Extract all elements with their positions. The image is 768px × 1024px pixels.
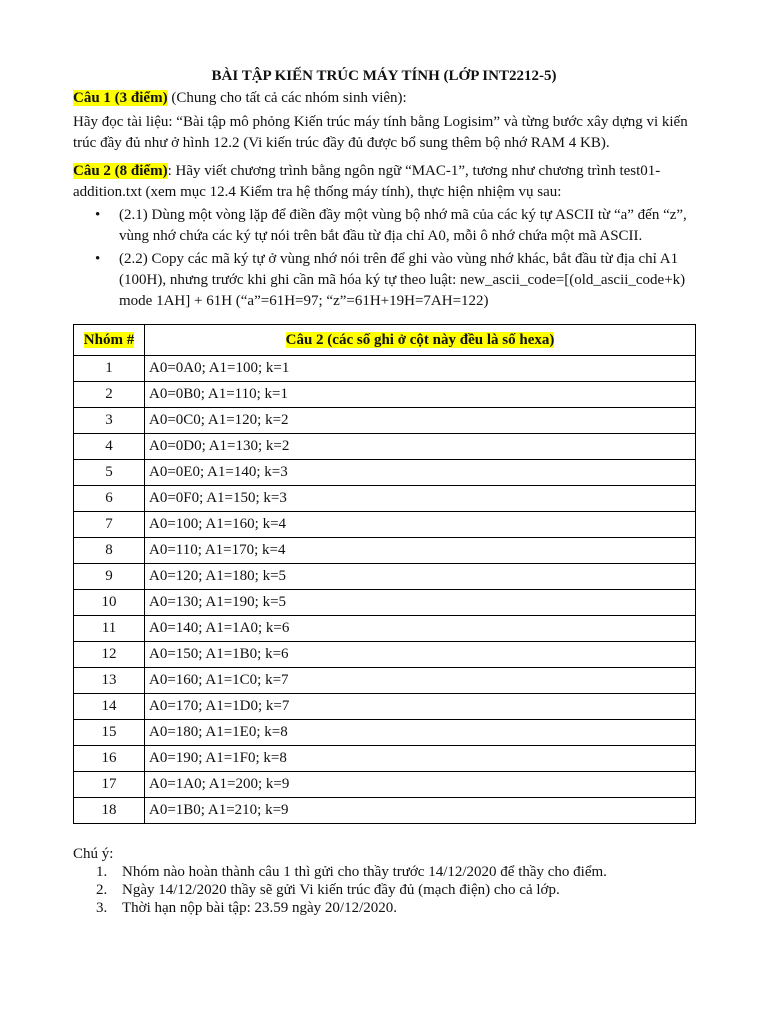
- group-number-cell: 8: [74, 538, 145, 564]
- table-row: [74, 590, 696, 616]
- group-number-cell: 5: [74, 460, 145, 486]
- group-number-cell: 11: [74, 616, 145, 642]
- question-1-body: Hãy đọc tài liệu: “Bài tập mô phỏng Kiến trúc máy tính bằng Logisim” và từng bước xây dựng vi kiến trúc đầy đủ như ở hình 12.2 (Vi kiến trúc đầy đủ được bổ sung thêm bộ nhớ RAM 4 KB).: [73, 114, 688, 151]
- group-value-cell: A0=0D0; A1=130; k=2: [145, 434, 696, 460]
- group-number-cell: 15: [74, 720, 145, 746]
- table-body: [74, 356, 696, 824]
- question-2-heading: [73, 161, 695, 203]
- group-number-cell: 18: [74, 798, 145, 824]
- table-row: [74, 512, 696, 538]
- group-value-cell: A0=0C0; A1=120; k=2: [145, 408, 696, 434]
- document-body: [73, 66, 695, 314]
- bullet-icon: •: [95, 251, 101, 267]
- group-number-cell: 13: [74, 668, 145, 694]
- question-1-heading: [73, 88, 695, 109]
- group-value-cell: A0=100; A1=160; k=4: [145, 512, 696, 538]
- question-2-label: Câu 2 (8 điểm): [73, 163, 168, 179]
- table-row: [74, 746, 696, 772]
- group-number-cell: 9: [74, 564, 145, 590]
- group-value-cell: A0=1A0; A1=200; k=9: [145, 772, 696, 798]
- table-row: [74, 668, 696, 694]
- group-number-cell: 14: [74, 694, 145, 720]
- table-row: [74, 408, 696, 434]
- question-1-label-rest: (Chung cho tất cả các nhóm sinh viên):: [167, 90, 407, 106]
- group-number-cell: 17: [74, 772, 145, 798]
- notes-list: [73, 863, 695, 917]
- group-value-cell: A0=150; A1=1B0; k=6: [145, 642, 696, 668]
- table-row: [74, 720, 696, 746]
- note-item: 2. Ngày 14/12/2020 thầy sẽ gửi Vi kiến trúc đầy đủ (mạch điện) cho cả lớp.: [96, 882, 560, 898]
- group-value-cell: A0=110; A1=170; k=4: [145, 538, 696, 564]
- group-value-cell: A0=160; A1=1C0; k=7: [145, 668, 696, 694]
- table-row: [74, 356, 696, 382]
- task-text: (2.1) Dùng một vòng lặp để điền đầy một vùng bộ nhớ mã của các ký tự ASCII từ “a” đến “z”, vùng nhớ chứa các ký tự nói trên bắt đầu từ địa chỉ A0, mỗi ô nhớ chứa một mã ASCII.: [119, 207, 687, 244]
- group-number-cell: 10: [74, 590, 145, 616]
- table-row: [74, 382, 696, 408]
- notes-label: Chú ý:: [73, 846, 114, 862]
- table-row: [74, 642, 696, 668]
- header-values: Câu 2 (các số ghi ở cột này đều là số hexa): [145, 325, 696, 356]
- group-value-cell: A0=1B0; A1=210; k=9: [145, 798, 696, 824]
- bullet-icon: •: [95, 207, 101, 223]
- group-number-cell: 7: [74, 512, 145, 538]
- group-value-cell: A0=190; A1=1F0; k=8: [145, 746, 696, 772]
- group-value-cell: A0=0B0; A1=110; k=1: [145, 382, 696, 408]
- group-value-cell: A0=170; A1=1D0; k=7: [145, 694, 696, 720]
- table-row: [74, 798, 696, 824]
- group-value-cell: A0=0E0; A1=140; k=3: [145, 460, 696, 486]
- group-number-cell: 3: [74, 408, 145, 434]
- notes-section: [73, 845, 695, 917]
- group-number-cell: 2: [74, 382, 145, 408]
- table-row: [74, 772, 696, 798]
- table-row: [74, 460, 696, 486]
- group-value-cell: A0=0A0; A1=100; k=1: [145, 356, 696, 382]
- note-item: 3. Thời hạn nộp bài tập: 23.59 ngày 20/12/2020.: [96, 900, 397, 916]
- group-assignment-table: [73, 324, 696, 824]
- group-value-cell: A0=120; A1=180; k=5: [145, 564, 696, 590]
- group-value-cell: A0=0F0; A1=150; k=3: [145, 486, 696, 512]
- group-number-cell: 16: [74, 746, 145, 772]
- header-group: Nhóm #: [74, 325, 145, 356]
- group-number-cell: 4: [74, 434, 145, 460]
- group-number-cell: 1: [74, 356, 145, 382]
- table-row: [74, 538, 696, 564]
- group-value-cell: A0=140; A1=1A0; k=6: [145, 616, 696, 642]
- task-item: [73, 249, 695, 312]
- table-row: [74, 616, 696, 642]
- table-row: [74, 434, 696, 460]
- group-number-cell: 12: [74, 642, 145, 668]
- table-row: [74, 564, 696, 590]
- task-text: (2.2) Copy các mã ký tự ở vùng nhớ nói trên để ghi vào vùng nhớ khác, bắt đầu từ địa chỉ A1 (100H), nhưng trước khi ghi cần mã hóa ký tự theo luật: new_ascii_code=[(old_ascii_code+k) mode 1AH] + 61H (“a”=61H=97; “z”=61H+19H=7AH=122): [119, 251, 686, 309]
- question-2-label-rest: : Hãy viết chương trình bằng ngôn ngữ “MAC-1”, tương như chương trình test01-addition.txt (xem mục 12.4 Kiểm tra hệ thống máy tính), thực hiện nhiệm vụ sau:: [73, 163, 661, 200]
- group-value-cell: A0=130; A1=190; k=5: [145, 590, 696, 616]
- table-header-row: [74, 325, 696, 356]
- group-value-cell: A0=180; A1=1E0; k=8: [145, 720, 696, 746]
- note-item: 1. Nhóm nào hoàn thành câu 1 thì gửi cho thầy trước 14/12/2020 để thầy cho điểm.: [96, 864, 607, 880]
- task-item: [73, 205, 695, 247]
- question-2-task-list: [73, 205, 695, 312]
- question-1-label: Câu 1 (3 điểm): [73, 90, 168, 106]
- group-number-cell: 6: [74, 486, 145, 512]
- document-title: BÀI TẬP KIẾN TRÚC MÁY TÍNH (LỚP INT2212-5): [211, 68, 557, 84]
- table-row: [74, 486, 696, 512]
- table-row: [74, 694, 696, 720]
